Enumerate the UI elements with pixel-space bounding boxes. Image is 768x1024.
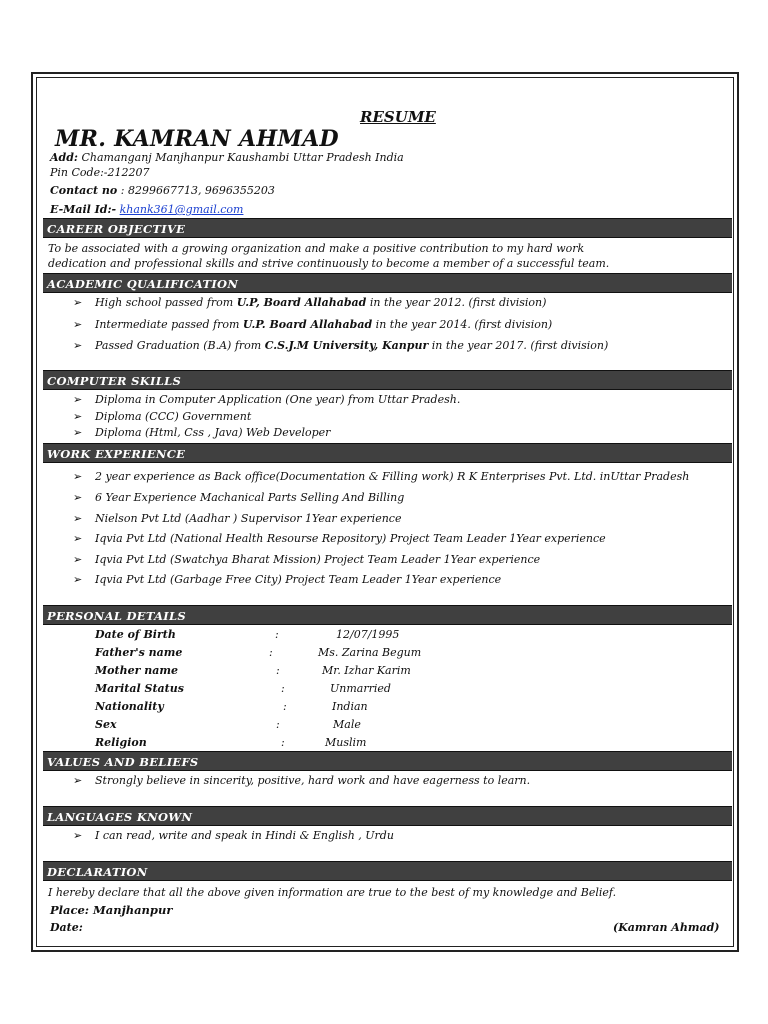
section-academic-qualification: ACADEMIC QUALIFICATION bbox=[43, 273, 732, 293]
computer-skill-item: ➢ Diploma in Computer Application (One year) from Uttar Pradesh. bbox=[73, 393, 461, 406]
academic-item: ➢ High school passed from U.P, Board Allahabad in the year 2012. (first division) bbox=[73, 296, 547, 309]
nationality-colon: : bbox=[283, 700, 287, 713]
dob-label: Date of Birth bbox=[95, 628, 176, 641]
email-line bbox=[50, 203, 243, 216]
section-career-objective: CAREER OBJECTIVE bbox=[43, 218, 732, 238]
arrow-bullet-icon: ➢ bbox=[73, 470, 83, 483]
arrow-bullet-icon: ➢ bbox=[73, 426, 83, 439]
arrow-bullet-icon: ➢ bbox=[73, 339, 83, 352]
address-line bbox=[50, 151, 404, 164]
arrow-bullet-icon: ➢ bbox=[73, 393, 83, 406]
email-link[interactable]: khank361@gmail.com bbox=[119, 203, 244, 216]
arrow-bullet-icon: ➢ bbox=[73, 512, 83, 525]
work-experience-item: ➢ 2 year experience as Back office(Documentation & Filling work) R K Enterprises Pvt. Ltd. inUttar Pradesh bbox=[73, 470, 690, 483]
mother-name-label: Mother name bbox=[95, 664, 178, 677]
marital-status-label: Marital Status bbox=[95, 682, 184, 695]
arrow-bullet-icon: ➢ bbox=[73, 553, 83, 566]
work-experience-item: ➢ Nielson Pvt Ltd (Aadhar ) Supervisor 1Year experience bbox=[73, 512, 402, 525]
sex-colon: : bbox=[276, 718, 280, 731]
career-objective-line-2: dedication and professional skills and strive continuously to become a member of a successful team. bbox=[48, 257, 610, 270]
sex-value: Male bbox=[333, 718, 361, 731]
address-label: Add: bbox=[50, 151, 78, 164]
signature-name: (Kamran Ahmad) bbox=[613, 921, 720, 934]
arrow-bullet-icon: ➢ bbox=[73, 318, 83, 331]
declaration-text: I hereby declare that all the above given information are true to the best of my knowledge and Belief. bbox=[48, 886, 617, 899]
arrow-bullet-icon: ➢ bbox=[73, 573, 83, 586]
contact-value: : 8299667713, 9696355203 bbox=[120, 184, 275, 197]
values-beliefs-item: ➢ Strongly believe in sincerity, positive, hard work and have eagerness to learn. bbox=[73, 774, 531, 787]
section-work-experience: WORK EXPERIENCE bbox=[43, 443, 732, 463]
address-value: Chamanganj Manjhanpur Kaushambi Uttar Pradesh India bbox=[81, 151, 404, 164]
mother-name-colon: : bbox=[276, 664, 280, 677]
work-experience-item: ➢ 6 Year Experience Machanical Parts Selling And Billing bbox=[73, 491, 405, 504]
religion-colon: : bbox=[281, 736, 285, 749]
pincode-label: Pin Code:- bbox=[50, 166, 108, 179]
father-name-label: Father's name bbox=[95, 646, 183, 659]
academic-item: ➢ Passed Graduation (B.A) from C.S.J.M University, Kanpur in the year 2017. (first division) bbox=[73, 339, 609, 352]
section-languages-known: LANGUAGES KNOWN bbox=[43, 806, 732, 826]
pincode-value: 212207 bbox=[107, 166, 150, 179]
father-name-value: Ms. Zarina Begum bbox=[318, 646, 422, 659]
section-computer-skills: COMPUTER SKILLS bbox=[43, 370, 732, 390]
section-personal-details: PERSONAL DETAILS bbox=[43, 605, 732, 625]
sex-label: Sex bbox=[95, 718, 117, 731]
work-experience-item: ➢ Iqvia Pvt Ltd (Swatchya Bharat Mission) Project Team Leader 1Year experience bbox=[73, 553, 541, 566]
work-experience-item: ➢ Iqvia Pvt Ltd (National Health Resourse Repository) Project Team Leader 1Year experience bbox=[73, 532, 606, 545]
computer-skill-item: ➢ Diploma (Html, Css , Java) Web Developer bbox=[73, 426, 331, 439]
email-label: E-Mail Id:- bbox=[50, 203, 117, 216]
contact-line bbox=[50, 184, 275, 197]
nationality-label: Nationality bbox=[95, 700, 164, 713]
section-declaration: DECLARATION bbox=[43, 861, 732, 881]
section-values-beliefs: VALUES AND BELIEFS bbox=[43, 751, 732, 771]
religion-value: Muslim bbox=[325, 736, 367, 749]
mother-name-value: Mr. Izhar Karim bbox=[322, 664, 411, 677]
contact-label: Contact no bbox=[50, 184, 118, 197]
nationality-value: Indian bbox=[332, 700, 368, 713]
pincode-line bbox=[50, 166, 150, 179]
declaration-date: Date: bbox=[50, 921, 83, 934]
dob-value: 12/07/1995 bbox=[336, 628, 400, 641]
declaration-place: Place: Manjhanpur bbox=[50, 903, 173, 917]
arrow-bullet-icon: ➢ bbox=[73, 829, 83, 842]
religion-label: Religion bbox=[95, 736, 147, 749]
arrow-bullet-icon: ➢ bbox=[73, 532, 83, 545]
marital-status-colon: : bbox=[281, 682, 285, 695]
career-objective-line-1: To be associated with a growing organization and make a positive contribution to my hard work bbox=[48, 242, 585, 255]
language-item: ➢ I can read, write and speak in Hindi & English , Urdu bbox=[73, 829, 394, 842]
resume-title: RESUME bbox=[360, 108, 436, 126]
computer-skill-item: ➢ Diploma (CCC) Government bbox=[73, 410, 252, 423]
marital-status-value: Unmarried bbox=[330, 682, 391, 695]
dob-colon: : bbox=[275, 628, 279, 641]
arrow-bullet-icon: ➢ bbox=[73, 296, 83, 309]
candidate-name: MR. KAMRAN AHMAD bbox=[55, 126, 339, 152]
work-experience-item: ➢ Iqvia Pvt Ltd (Garbage Free City) Project Team Leader 1Year experience bbox=[73, 573, 502, 586]
arrow-bullet-icon: ➢ bbox=[73, 491, 83, 504]
academic-item: ➢ Intermediate passed from U.P. Board Allahabad in the year 2014. (first division) bbox=[73, 318, 553, 331]
father-name-colon: : bbox=[269, 646, 273, 659]
arrow-bullet-icon: ➢ bbox=[73, 774, 83, 787]
arrow-bullet-icon: ➢ bbox=[73, 410, 83, 423]
